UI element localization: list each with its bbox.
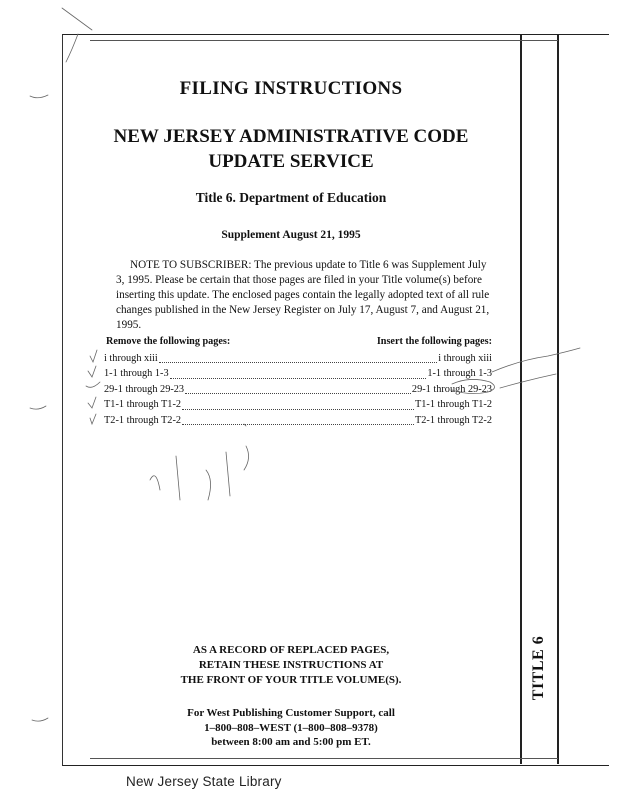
remove-range: 1-1 through 1-3 (104, 368, 169, 380)
record-line1: AS A RECORD OF REPLACED PAGES, (192, 644, 390, 656)
list-item (104, 382, 492, 397)
supplement-date: Supplement August 21, 1995 (221, 229, 361, 241)
customer-support (62, 706, 520, 750)
library-stamp: New Jersey State Library (126, 774, 282, 789)
list-item (104, 413, 492, 428)
filing-instructions-title: FILING INSTRUCTIONS (179, 78, 403, 99)
support-line1: For West Publishing Customer Support, call (187, 707, 395, 719)
remove-range: T1-1 through T1-2 (104, 399, 182, 411)
insert-range: T2-1 through T2-2 (414, 414, 492, 426)
dot-leader (182, 419, 414, 425)
record-line2: RETAIN THESE INSTRUCTIONS AT (198, 659, 384, 671)
remove-range: i through xiii (104, 353, 158, 364)
margin-scribble (32, 718, 48, 721)
pages-header (106, 336, 492, 347)
frame-right-edge (557, 34, 559, 764)
dot-leader (170, 373, 427, 379)
pages-list (104, 351, 492, 428)
code-title-line1: NEW JERSEY ADMINISTRATIVE CODE (113, 126, 469, 147)
list-item (104, 366, 492, 381)
frame-top-rule (90, 40, 558, 41)
code-title-line2: UPDATE SERVICE (208, 151, 374, 172)
insert-range: 29-1 through 29-23 (411, 383, 492, 395)
note-to-subscriber: NOTE TO SUBSCRIBER: The previous update to Title 6 was Supplement July 3, 1995. Please be certain that those pages are filed in your Title volume(s) before inserting this update. The enclosed pages contain the legally adopted text of all rule changes published in the New Jersey Register on July 17, August 7, and August 21, 1995. (116, 259, 490, 331)
remove-header: Remove the following pages: (106, 336, 231, 347)
spine-label: TITLE 6 (530, 635, 548, 701)
insert-range: T1-1 through T1-2 (414, 399, 492, 411)
dot-leader (182, 403, 414, 409)
list-item (104, 397, 492, 412)
support-phone: 1–800–808–WEST (1–800–808–9378) (204, 721, 378, 734)
insert-header: Insert the following pages: (376, 336, 492, 347)
corner-fold-line (62, 8, 92, 30)
margin-scribble (30, 95, 48, 98)
insert-range: i through xiii (438, 353, 492, 364)
dot-leader (159, 357, 437, 363)
support-hours: between 8:00 am and 5:00 pm ET. (211, 736, 371, 748)
title-department: Title 6. Department of Education (195, 190, 387, 205)
record-instructions (62, 643, 520, 688)
code-title (62, 124, 520, 174)
dot-leader (185, 388, 411, 394)
record-line3: THE FRONT OF YOUR TITLE VOLUME(S). (180, 674, 402, 686)
margin-scribble (30, 406, 46, 409)
frame-bottom-rule (90, 758, 558, 759)
spine-tab (521, 620, 557, 716)
list-item (104, 351, 492, 366)
remove-range: 29-1 through 29-23 (104, 383, 185, 395)
remove-range: T2-1 through T2-2 (104, 414, 182, 426)
insert-range: 1-1 through 1-3 (427, 368, 492, 380)
